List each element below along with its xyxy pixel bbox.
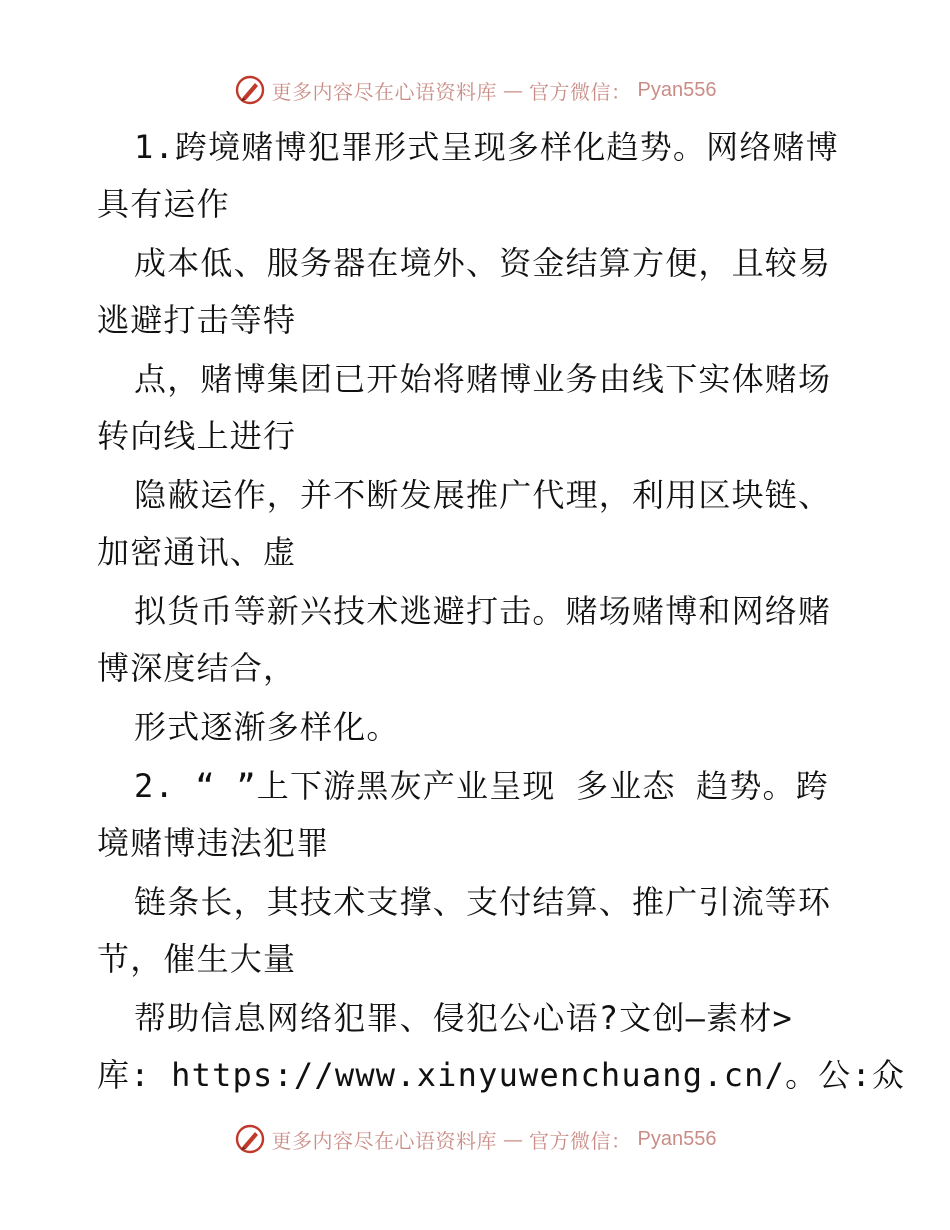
text-line: 博深度结合， — [97, 649, 297, 687]
header-watermark — [0, 73, 950, 107]
watermark-text: 更多内容尽在心语资料库 — [271, 79, 498, 104]
watermark-contact-handle: Pyan556 — [637, 78, 717, 101]
text-line: 1.跨境赌博犯罪形式呈现多样化趋势。网络赌博 — [134, 128, 839, 166]
text-line: 点，赌博集团已开始将赌博业务由线下实体赌场 — [134, 360, 832, 398]
footer-watermark — [0, 1122, 950, 1156]
watermark-contact-handle: Pyan556 — [637, 1127, 717, 1150]
watermark-text: 更多内容尽在心语资料库 — [271, 1128, 498, 1153]
text-line: 形式逐渐多样化。 — [134, 708, 400, 746]
pen-logo-icon — [234, 74, 266, 106]
text-line: 库: https://www.xinyuwenchuang.cn/。公:众 — [97, 1056, 906, 1094]
watermark-contact-label: 官方微信： — [529, 79, 632, 104]
watermark-contact-label: 官方微信： — [529, 1128, 632, 1153]
text-line: 拟货币等新兴技术逃避打击。赌场赌博和网络赌 — [134, 592, 832, 630]
text-line: 境赌博违法犯罪 — [97, 824, 330, 862]
watermark-separator: — — [503, 1127, 524, 1151]
text-line: 链条长，其技术支撑、支付结算、推广引流等环 — [134, 883, 832, 921]
text-line: 具有运作 — [97, 185, 230, 223]
text-line: 成本低、服务器在境外、资金结算方便，且较易 — [134, 244, 832, 282]
text-line: 逃避打击等特 — [97, 301, 297, 339]
text-line: 帮助信息网络犯罪、侵犯公心语?文创—素材> — [134, 999, 793, 1037]
text-line: 隐蔽运作，并不断发展推广代理，利用区块链、 — [134, 476, 832, 514]
text-line: 转向线上进行 — [97, 417, 297, 455]
watermark-separator: — — [503, 78, 524, 102]
text-line: 加密通讯、虚 — [97, 533, 297, 571]
text-line: 节，催生大量 — [97, 940, 297, 978]
pen-logo-icon — [234, 1123, 266, 1155]
text-line: 2. “ ”上下游黑灰产业呈现 多业态 趋势。跨 — [134, 767, 829, 805]
